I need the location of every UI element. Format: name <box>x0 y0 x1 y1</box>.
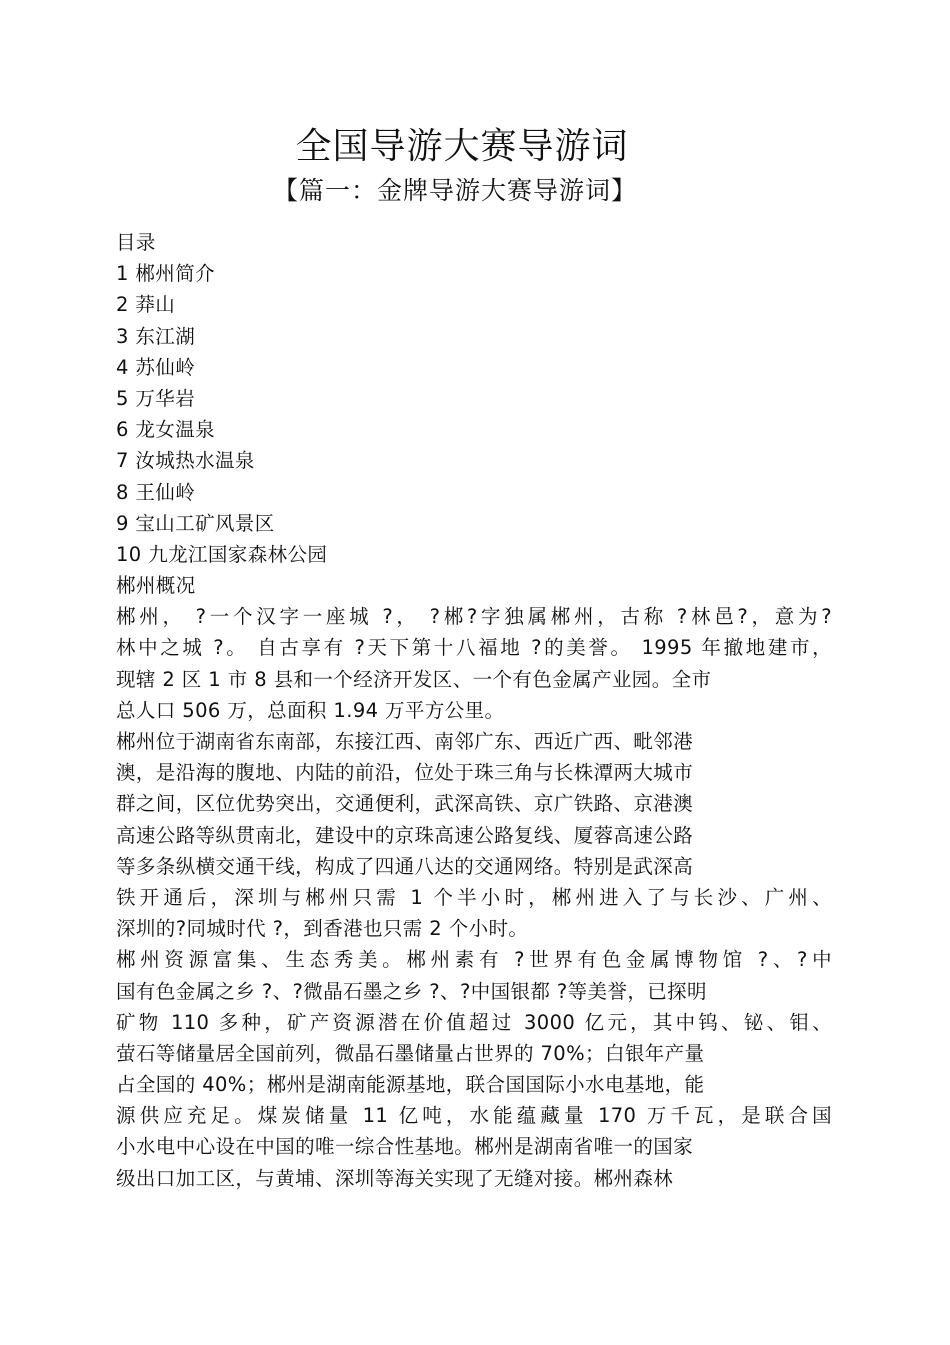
paragraph-line: 源供应充足。煤炭储量 11 亿吨，水能蕴藏量 170 万千瓦，是联合国 <box>116 1104 832 1128</box>
paragraph-line: 郴州资源富集、生态秀美。郴州素有 ?世界有色金属博物馆 ?、?中 <box>116 948 832 972</box>
paragraph-line: 总人口 506 万，总面积 1.94 万平方公里。 <box>116 698 505 722</box>
paragraph-line: 群之间，区位优势突出，交通便利，武深高铁、京广铁路、京港澳 <box>116 792 694 816</box>
paragraph-line: 林中之城 ?。 自古享有 ?天下第十八福地 ?的美誉。 1995 年撤地建市， <box>116 636 832 660</box>
toc-item: 10 九龙江国家森林公园 <box>116 542 328 566</box>
paragraph-line: 等多条纵横交通干线，构成了四通八达的交通网络。特别是武深高 <box>116 854 694 878</box>
document-title: 全国导游大赛导游词 <box>295 126 629 167</box>
paragraph-line: 矿物 110 多种，矿产资源潜在价值超过 3000 亿元，其中钨、铋、钼、 <box>116 1010 832 1034</box>
toc-item: 8 王仙岭 <box>116 480 196 504</box>
document-body <box>116 227 836 1194</box>
section-heading: 郴州概况 <box>116 574 196 598</box>
paragraph-line: 深圳的?同城时代 ?，到香港也只需 2 个小时。 <box>116 917 529 941</box>
toc-item: 6 龙女温泉 <box>116 418 216 442</box>
document-subtitle: 【篇一：金牌导游大赛导游词】 <box>272 176 637 205</box>
paragraph-line: 铁开通后，深圳与郴州只需 1 个半小时，郴州进入了与长沙、广州、 <box>116 885 832 909</box>
paragraph-line: 级出口加工区，与黄埔、深圳等海关实现了无缝对接。郴州森林 <box>116 1166 674 1190</box>
paragraph-line: 占全国的 40%；郴州是湖南能源基地，联合国国际小水电基地，能 <box>116 1073 705 1097</box>
paragraph-line: 小水电中心设在中国的唯一综合性基地。郴州是湖南省唯一的国家 <box>116 1135 694 1159</box>
toc-item: 9 宝山工矿风景区 <box>116 511 275 535</box>
paragraph-line: 萤石等储量居全国前列，微晶石墨储量占世界的 70%；白银年产量 <box>116 1041 705 1065</box>
toc-item: 2 莽山 <box>116 293 176 317</box>
paragraph-line: 澳，是沿海的腹地、内陆的前沿，位处于珠三角与长株潭两大城市 <box>116 761 694 785</box>
paragraph-line: 现辖 2 区 1 市 8 县和一个经济开发区、一个有色金属产业园。全市 <box>116 667 712 691</box>
paragraph-line: 国有色金属之乡 ?、?微晶石墨之乡 ?、?中国银都 ?等美誉，已探明 <box>116 979 707 1003</box>
paragraph-line: 郴州位于湖南省东南部，东接江西、南邻广东、西近广西、毗邻港 <box>116 730 694 753</box>
toc-item: 4 苏仙岭 <box>116 355 196 379</box>
paragraph-line: 郴州， ?一个汉字一座城 ?， ?郴?字独属郴州，古称 ?林邑?，意为? <box>116 605 832 629</box>
toc-item: 5 万华岩 <box>116 386 196 410</box>
toc-item: 7 汝城热水温泉 <box>116 449 255 473</box>
paragraph-line: 高速公路等纵贯南北，建设中的京珠高速公路复线、厦蓉高速公路 <box>116 823 694 847</box>
toc-item: 3 东江湖 <box>116 324 196 348</box>
toc-item: 1 郴州简介 <box>116 262 216 286</box>
toc-heading: 目录 <box>116 231 156 254</box>
